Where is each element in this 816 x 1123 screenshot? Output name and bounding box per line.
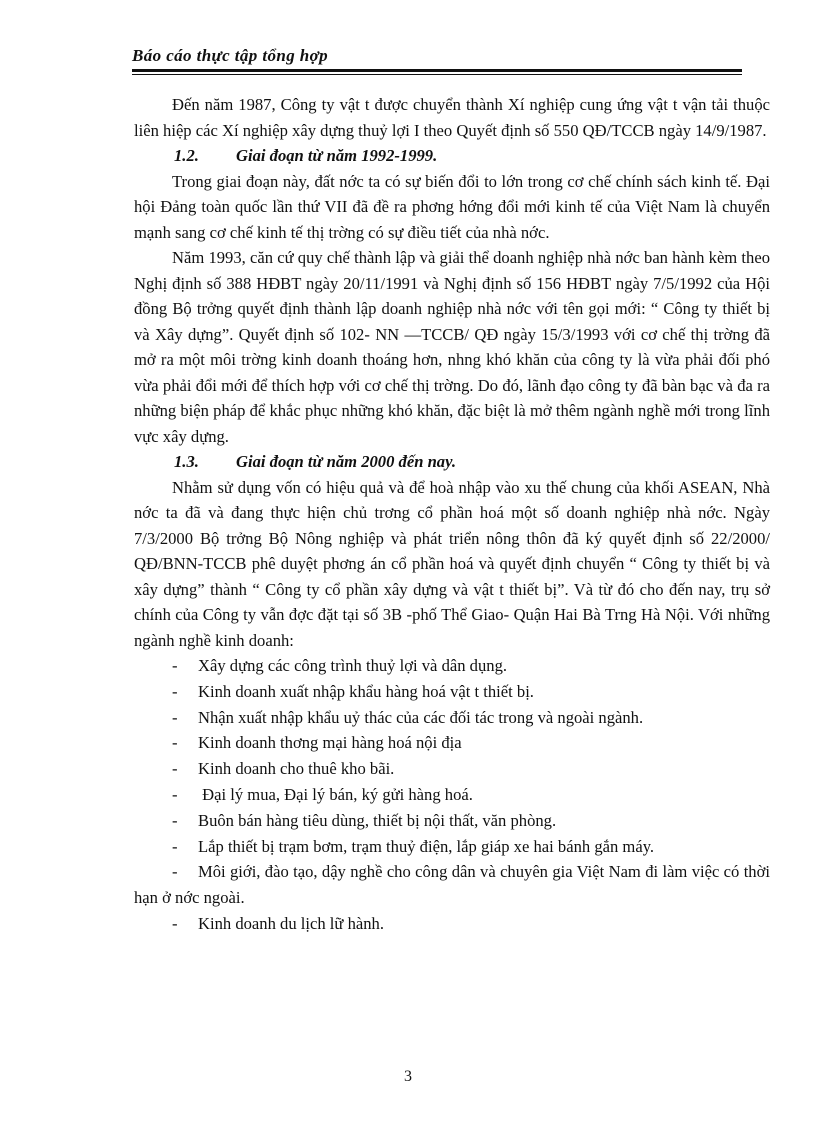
list-item-text: Buôn bán hàng tiêu dùng, thiết bị nội thất, văn phòng.: [198, 810, 557, 830]
intro-paragraph: Đến năm 1987, Công ty vật t được chuyển thành Xí nghiệp cung ứng vật t vận tải thuộc liên hiệp các Xí nghiệp xây dựng thuỷ lợi I theo Quyết định số 550 QĐ/TCCB ngày 14/9/1987.: [134, 95, 770, 140]
section-title: Giai đoạn từ năm 2000 đến nay.: [236, 452, 456, 471]
list-item: [134, 911, 770, 937]
list-bullet: -: [172, 759, 178, 779]
list-bullet: -: [172, 681, 178, 701]
list-item: [134, 653, 770, 679]
list-item-text: Nhận xuất nhập khẩu uỷ thác của các đối tác trong và ngoài ngành.: [198, 707, 644, 727]
paragraph: Nhằm sử dụng vốn có hiệu quả và để hoà nhập vào xu thế chung của khối ASEAN, Nhà nớc ta đã và đang thực hiện chủ trơng cổ phần hoá một số doanh nghiệp nhà nớc. Ngày 7/3/2000 Bộ trởng Bộ Nông nghiệp và phát triển nông thôn đã ký quyết định số 22/2000/ QĐ/BNN-TCCB phê duyệt phơng án cổ phần hoá và quyết định chuyển “ Công ty thiết bị và xây dựng” thành “ Công ty cổ phần xây dựng và vật t thiết bị”. Và từ đó cho đến nay, trụ sở chính của Công ty vẫn đợc đặt tại số 3B -phố Thể Giao- Quận Hai Bà Trng Hà Nội. Với những ngành nghề kinh doanh:: [134, 477, 770, 650]
document-body: [134, 92, 770, 937]
page-number: 3: [404, 1068, 412, 1085]
list-item-text: Lắp thiết bị trạm bơm, trạm thuỷ điện, lắp giáp xe hai bánh gắn máy.: [198, 836, 655, 856]
list-item: [134, 730, 770, 756]
list-item: [134, 705, 770, 731]
list-bullet: -: [172, 913, 178, 933]
list-item: [134, 859, 770, 911]
section-title: Giai đoạn từ năm 1992-1999.: [236, 146, 438, 165]
list-item-text: Kinh doanh cho thuê kho bãi.: [198, 759, 395, 779]
list-item-text: Xây dựng các công trình thuỷ lợi và dân dụng.: [198, 656, 508, 675]
list-item-text: Kinh doanh xuất nhập khẩu hàng hoá vật t thiết bị.: [198, 681, 534, 701]
header-title: Báo cáo thực tập tổng hợp: [132, 46, 329, 65]
section-heading-1-2: [134, 143, 770, 169]
list-item-text: Kinh doanh du lịch lữ hành.: [198, 913, 384, 933]
header-rule-thin: [132, 74, 742, 75]
section-number: 1.2.: [174, 146, 199, 165]
header-rule-thick: [132, 69, 742, 72]
list-bullet: -: [172, 810, 178, 830]
list-item: [134, 834, 770, 860]
paragraph: Năm 1993, căn cứ quy chế thành lập và giải thể doanh nghiệp nhà nớc ban hành kèm theo Nghị định số 388 HĐBT ngày 20/11/1991 và Nghị định số 156 HĐBT ngày 7/5/1992 của Hội đồng Bộ trởng quyết định thành lập doanh nghiệp nhà nớc với tên gọi mới: “ Công ty thiết bị và Xây dựng”. Quyết định số 102- NN —TCCB/ QĐ ngày 15/3/1993 với cơ chế thị trờng đã mở ra một môi trờng kinh doanh thoáng hơn, nhng khó khăn của công ty là vừa phải đối phó vừa phải đổi mới để thích hợp với cơ chế thị trờng. Do đó, lãnh đạo công ty đã bàn bạc và đa ra những biện pháp để khắc phục những khó khăn, đặc biệt là mở thêm ngành nghề mới trong lĩnh vực xây dựng.: [134, 248, 770, 446]
list-bullet: -: [172, 707, 178, 727]
list-bullet: -: [172, 656, 178, 675]
list-item-text: Kinh doanh thơng mại hàng hoá nội địa: [198, 733, 462, 753]
list-item: [134, 808, 770, 834]
list-item-text: Môi giới, đào tạo, dậy nghề cho công dân và chuyên gia Việt Nam đi làm việc có thời hạn ở nớc ngoài.: [134, 862, 770, 908]
business-lines-list: [134, 653, 770, 937]
list-bullet: -: [172, 733, 178, 753]
list-bullet: -: [172, 784, 178, 804]
section-number: 1.3.: [174, 452, 199, 471]
list-item: [134, 756, 770, 782]
page-header: [132, 46, 742, 75]
paragraph: Trong giai đoạn này, đất nớc ta có sự biến đổi to lớn trong cơ chế chính sách kinh tế. Đại hội Đảng toàn quốc lần thứ VII đã đề ra phơng hớng đổi mới kinh tế của Việt Nam là chuyển mạnh sang cơ chế kinh tế thị trờng có sự điều tiết của nhà nớc.: [134, 171, 770, 242]
list-item-text: Đại lý mua, Đại lý bán, ký gửi hàng hoá.: [198, 784, 473, 804]
section-heading-1-3: [134, 449, 770, 475]
list-item: [134, 782, 770, 808]
list-item: [134, 679, 770, 705]
list-bullet: -: [172, 836, 178, 856]
list-bullet: -: [172, 862, 178, 882]
